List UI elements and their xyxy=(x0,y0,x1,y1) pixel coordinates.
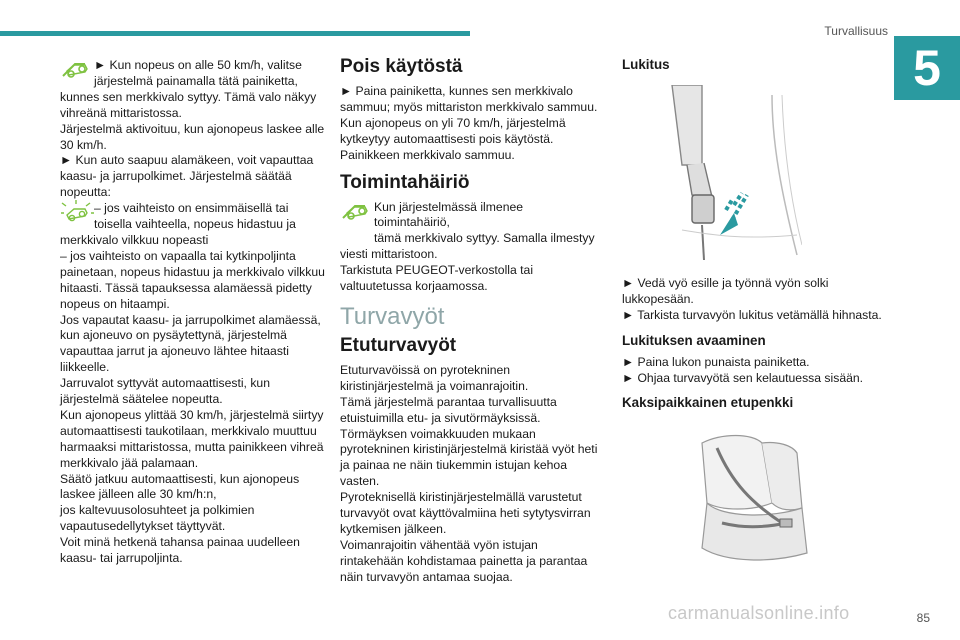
hill-descent-indicator-icon xyxy=(60,56,94,82)
heading-off: Pois käytöstä xyxy=(340,56,463,77)
heading-lock: Lukitus xyxy=(622,57,670,72)
heading-seatbelts: Turvavyöt xyxy=(340,302,445,330)
paragraph: Kun ajonopeus on yli 70 km/h, järjestelmä kytkeytyy automaattisesti pois käytöstä. xyxy=(340,115,566,146)
paragraph: Voit minä hetkenä tahansa painaa uudelleen kaasu- tai jarrupoljinta. xyxy=(60,535,300,566)
text-line: tämä merkkivalo syttyy. Samalla ilmestyy xyxy=(374,231,595,246)
heading-front-belts: Etuturvavyöt xyxy=(340,334,457,356)
watermark: carmanualsonline.info xyxy=(668,603,850,623)
hill-descent-blinking-indicator-icon xyxy=(60,199,94,225)
paragraph: Painikkeen merkkivalo sammuu. xyxy=(340,147,515,162)
section-title: Turvallisuus xyxy=(824,24,888,38)
heading-bench: Kaksipaikkainen etupenkki xyxy=(622,395,794,411)
header-accent-bar xyxy=(0,31,470,36)
paragraph: ► Kun auto saapuu alamäkeen, voit vapauttaa kaasu- ja jarrupolkimet. Järjestelmä säätää nopeutta: xyxy=(60,153,314,200)
paragraph: Järjestelmä aktivoituu, kun ajonopeus laskee alle 30 km/h. xyxy=(60,121,325,152)
page-number: 85 xyxy=(916,611,930,625)
heading-unlock: Lukituksen avaaminen xyxy=(622,332,766,348)
heading-fault: Toimintahäiriö xyxy=(340,171,470,193)
paragraph: Pyroteknisellä kiristinjärjestelmällä varustetut turvavyöt ovat käyttövalmiina heti sytytysvirran kytkemisen jälkeen. xyxy=(340,490,591,536)
text-line: merkkivalo vilkkuu nopeasti xyxy=(60,232,209,247)
paragraph: Tarkistuta PEUGEOT-verkostolla tai valtuutetussa korjaamossa. xyxy=(340,263,534,294)
text-line: – jos vaihteisto on ensimmäisellä tai xyxy=(94,201,289,216)
paragraph: Kun ajonopeus ylittää 30 km/h, järjestelmä siirtyy automaattisesti taukotilaan, merkkivalo muuttuu harmaaksi mittaristossa, mutta painikkeen vihreä merkkivalo jää palamaan. xyxy=(60,407,324,470)
indicator-paragraph xyxy=(60,58,328,90)
column-middle xyxy=(340,56,602,586)
front-bench-seat-illustration xyxy=(662,423,842,573)
text-line: toisella vaihteella, nopeus hidastuu ja xyxy=(94,217,296,232)
indicator-paragraph xyxy=(60,201,328,233)
paragraph: jos kaltevuusolosuhteet ja polkimien vapautusedellytykset täyttyvät. xyxy=(60,503,255,534)
paragraph: Etuturvavöissä on pyrotekninen kiristinjärjestelmä ja voimanrajoitin. xyxy=(340,362,529,393)
paragraph: ► Tarkista turvavyön lukitus vetämällä hihnasta. xyxy=(622,307,882,322)
indicator-paragraph xyxy=(340,200,602,248)
column-left xyxy=(60,58,328,567)
paragraph: ► Paina painiketta, kunnes sen merkkivalo sammuu; myös mittariston merkkivalo sammuu. xyxy=(340,84,598,114)
paragraph: ► Paina lukon punaista painiketta. xyxy=(622,354,810,369)
paragraph: kunnes sen merkkivalo syttyy. Tämä valo näkyy vihreänä mittaristossa. xyxy=(60,89,317,120)
text-line: viesti mittaristoon. xyxy=(340,247,438,262)
paragraph: ► Ohjaa turvavyötä sen kelautuessa sisään. xyxy=(622,370,864,385)
paragraph: Tämä järjestelmä parantaa turvallisuutta etuistuimilla etu- ja sivutörmäyksissä. xyxy=(340,394,557,425)
paragraph: Jos vapautat kaasu- ja jarrupolkimet alamäessä, kun ajoneuvo on pysäytettynä, järjestelmä vapauttaa jarrut ja ajoneuvo lähtee hitaasti liikkeelle. xyxy=(60,312,321,375)
paragraph: Törmäyksen voimakkuuden mukaan pyrotekninen kiristinjärjestelmä kiristää vyöt heti ja painaa ne näin tiukemmin istujan kehoa vasten. xyxy=(340,426,598,489)
chapter-tab: 5 xyxy=(894,36,960,100)
paragraph: Jarruvalot syttyvät automaattisesti, kun järjestelmä säätelee nopeutta. xyxy=(60,376,270,407)
seatbelt-buckle-illustration xyxy=(622,85,802,265)
paragraph: Säätö jatkuu automaattisesti, kun ajonopeus laskee jälleen alle 30 km/h:n, xyxy=(60,471,300,502)
text-line: järjestelmä painamalla tätä painiketta, xyxy=(94,73,298,88)
paragraph: ► Vedä vyö esille ja työnnä vyön solki lukkopesään. xyxy=(622,275,829,306)
paragraph: Voimanrajoitin vähentää vyön istujan rintakehään kohdistamaa painetta ja parantaa näin turvavyön antamaa suojaa. xyxy=(340,537,588,584)
paragraph: – jos vaihteisto on vapaalla tai kytkinpoljinta painetaan, nopeus hidastuu ja merkkivalo vilkkuu hitaasti. Tässä tapauksessa alamäessä pidetty nopeus on hitaampi. xyxy=(60,248,325,311)
text-line: ► Kun nopeus on alle 50 km/h, valitse xyxy=(94,58,302,72)
hill-descent-fault-indicator-icon xyxy=(340,198,374,224)
text-line: Kun järjestelmässä ilmenee toimintahäiriö, xyxy=(374,199,524,230)
column-right xyxy=(622,56,894,584)
